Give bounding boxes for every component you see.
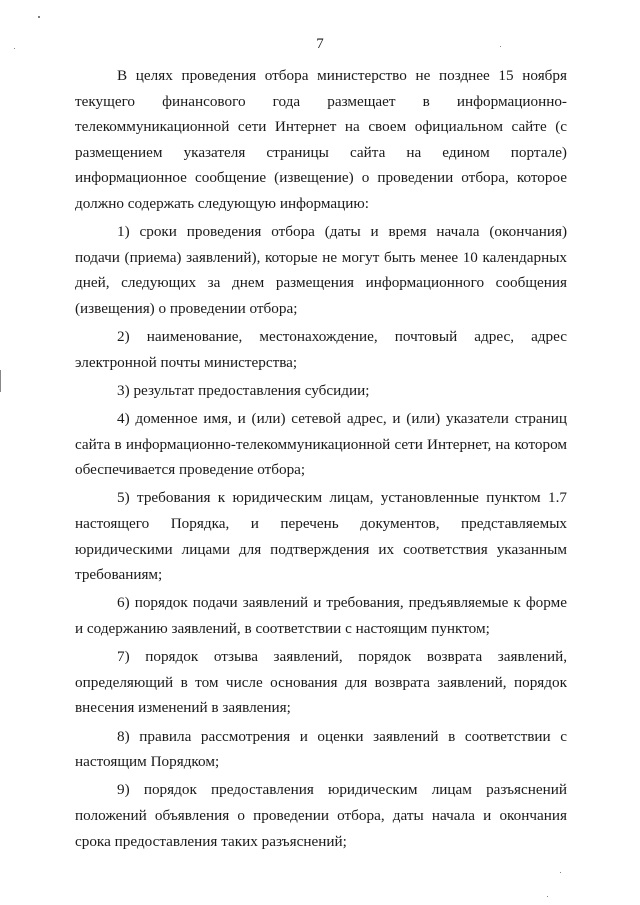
list-item-8: 8) правила рассмотрения и оценки заявлений в соответствии с настоящим Порядком; [75, 727, 567, 771]
scan-speck [547, 896, 548, 897]
list-item-9: 9) порядок предоставления юридическим лицам разъяснений положений объявления о проведении отбора, даты начала и окончания срока предоставления таких разъяснений; [75, 781, 567, 850]
list-item-4: 4) доменное имя, и (или) сетевой адрес, и (или) указатели страниц сайта в информационно-телекоммуникационной сети Интернет, на котором обеспечивается проведение отбора; [75, 410, 567, 479]
scan-speck [38, 16, 40, 18]
list-item-1: 1) сроки проведения отбора (даты и время начала (окончания) подачи (приема) заявлений), которые не могут быть менее 10 календарных дней, следующих за днем размещения информационного сообщения (извещения) о проведении отбора; [75, 223, 567, 317]
intro-paragraph: В целях проведения отбора министерство не позднее 15 ноября текущего финансового года размещает в информационно-телекоммуникационной сети Интернет на своем официальном сайте (с размещением указателя страницы сайта на едином портале) информационное сообщение (извещение) о проведении отбора, которое должно содержать следующую информацию: [75, 67, 567, 212]
list-item-6: 6) порядок подачи заявлений и требования, предъявляемые к форме и содержанию заявлений, в соответствии с настоящим пунктом; [75, 594, 567, 638]
scan-speck [560, 872, 561, 873]
list-item-3: 3) результат предоставления субсидии; [117, 381, 370, 399]
scan-edge-mark [0, 370, 1, 392]
document-body [75, 63, 567, 854]
list-item-7: 7) порядок отзыва заявлений, порядок возврата заявлений, определяющий в том числе основания для возврата заявлений, порядок внесения изменений в заявления; [75, 648, 567, 717]
page-number: 7 [316, 36, 324, 52]
list-item-5: 5) требования к юридическим лицам, установленные пунктом 1.7 настоящего Порядка, и перечень документов, представляемых юридическими лицами для подтверждения их соответствия указанным требованиям; [75, 489, 567, 584]
list-item-2: 2) наименование, местонахождение, почтовый адрес, адрес электронной почты министерства; [75, 328, 567, 371]
